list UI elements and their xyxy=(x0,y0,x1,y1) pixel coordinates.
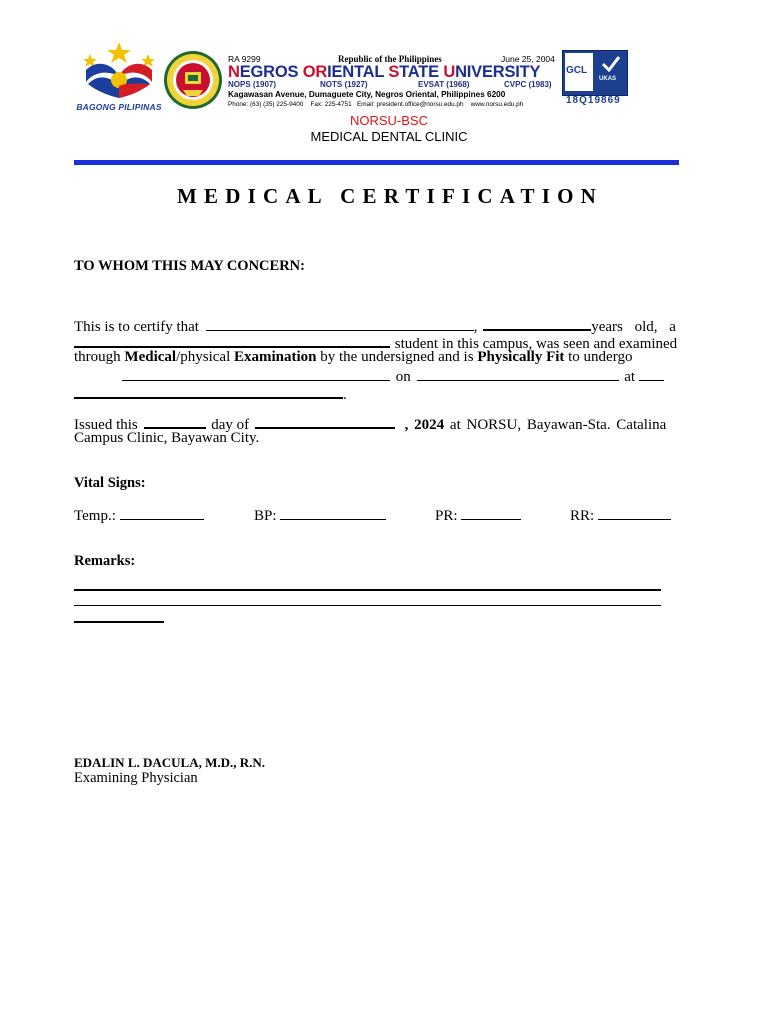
issued-year: 2024 xyxy=(414,417,445,433)
rr-label: RR: xyxy=(570,508,595,524)
contact-line xyxy=(228,101,523,108)
checkmark-icon xyxy=(601,55,621,73)
remarks-heading: Remarks: xyxy=(74,553,136,569)
activity-date-field[interactable] xyxy=(417,366,619,381)
gcl-logo-text: GCL xyxy=(566,65,588,76)
para1-to-undergo: to undergo xyxy=(568,349,633,365)
certification-paragraph xyxy=(74,315,707,403)
univ-w2-cap: OR xyxy=(302,63,328,81)
salutation: TO WHOM THIS MAY CONCERN: xyxy=(74,258,305,274)
university-name xyxy=(228,62,540,82)
remarks-line-3[interactable] xyxy=(74,621,164,623)
patient-name-field[interactable] xyxy=(206,316,474,331)
univ-w1-cap: N xyxy=(228,63,240,81)
republic-label: Republic of the Philippines xyxy=(338,54,442,64)
pr-field[interactable] xyxy=(461,505,521,520)
activity-field[interactable] xyxy=(122,366,390,381)
para1-medical: Medical xyxy=(124,349,177,365)
univ-w1-rest: EGROS xyxy=(239,63,303,81)
para1-years-old: years old, a xyxy=(591,319,676,335)
issued-day-field[interactable] xyxy=(144,413,206,429)
issued-clinic: Campus Clinic, Bayawan City. xyxy=(74,430,260,446)
bp-field[interactable] xyxy=(280,505,386,520)
univ-w2-rest: IENTAL xyxy=(327,63,389,81)
issued-month-field[interactable] xyxy=(255,413,395,429)
para1-line2 xyxy=(74,332,707,352)
phone-number: Phone: (63) (35) 225-9400 xyxy=(228,101,304,108)
document-title: MEDICAL CERTIFICATION xyxy=(176,184,604,208)
day-of-label: day of xyxy=(211,417,250,433)
physician-name: EDALIN L. DACULA, M.D., R.N. xyxy=(74,755,266,770)
univ-w3-rest: TATE xyxy=(399,63,444,81)
para1-text-a: This is to certify that xyxy=(74,319,199,335)
email-address: Email: president.office@norsu.edu.ph xyxy=(356,101,464,108)
pr-group xyxy=(435,505,521,525)
course-field[interactable] xyxy=(74,332,390,348)
para1-comma: , xyxy=(473,319,478,335)
remarks-line-1[interactable] xyxy=(74,589,661,591)
univ-w3-cap: S xyxy=(388,63,400,81)
issued-comma: , xyxy=(404,417,409,433)
para1-line4 xyxy=(74,366,707,383)
bagong-pilipinas-logo xyxy=(76,40,162,116)
temp-group xyxy=(74,505,204,525)
founding-date: June 25, 2004 xyxy=(501,54,555,64)
cvpc-label: CVPC (1983) xyxy=(504,80,552,89)
age-field[interactable] xyxy=(483,315,591,331)
nops-label: NOPS (1907) xyxy=(228,80,277,89)
para1-through: through xyxy=(74,349,121,365)
fax-number: Fax: 225-4751 xyxy=(310,101,352,108)
rr-group xyxy=(570,505,671,525)
vital-signs-heading: Vital Signs: xyxy=(74,475,146,491)
para1-physically-fit: Physically Fit xyxy=(477,349,565,365)
para1-text-d: student in this campus, was seen and examined xyxy=(394,336,678,352)
issued-this-label: Issued this xyxy=(74,417,138,433)
bagong-pilipinas-caption: BAGONG PILIPINAS xyxy=(76,102,162,112)
clinic-name: MEDICAL DENTAL CLINIC xyxy=(310,129,468,144)
para1-line5 xyxy=(74,383,707,403)
para2-line1 xyxy=(74,413,707,433)
remarks-line-2[interactable] xyxy=(74,605,661,606)
header-divider xyxy=(74,160,679,165)
bp-label: BP: xyxy=(254,508,277,524)
gcl-certification-badge xyxy=(562,50,628,96)
university-address: Kagawasan Avenue, Dumaguete City, Negros Oriental, Philippines 6200 xyxy=(228,90,506,99)
para1-period: . xyxy=(343,387,347,403)
para1-line3 xyxy=(74,349,707,366)
physician-role: Examining Physician xyxy=(74,770,198,786)
certificate-number: 18Q19869 xyxy=(566,95,621,106)
para1-physical: /physical xyxy=(176,349,231,365)
venue-field-start[interactable] xyxy=(639,366,664,381)
bp-group xyxy=(254,505,386,525)
nots-label: NOTS (1927) xyxy=(320,80,368,89)
pr-label: PR: xyxy=(435,508,458,524)
bagong-pilipinas-emblem-icon xyxy=(76,40,162,102)
norsu-seal xyxy=(163,50,223,110)
univ-w4-rest: NIVERSITY xyxy=(455,63,541,81)
temp-label: Temp.: xyxy=(74,508,116,524)
ra-number: RA 9299 xyxy=(228,54,261,64)
issued-paragraph xyxy=(74,413,707,447)
rr-field[interactable] xyxy=(598,505,671,520)
venue-field[interactable] xyxy=(74,383,343,399)
issued-location: at NORSU, Bayawan-Sta. Catalina xyxy=(449,417,667,433)
para1-on: on xyxy=(395,369,411,385)
ukas-text: UKAS xyxy=(599,76,617,82)
website[interactable]: www.norsu.edu.ph xyxy=(470,101,524,108)
para1-at: at xyxy=(624,369,636,385)
campus-name: NORSU-BSC xyxy=(349,113,428,128)
para1-undersigned: by the undersigned and is xyxy=(320,349,474,365)
norsu-seal-icon xyxy=(163,50,223,110)
univ-w4-cap: U xyxy=(443,63,456,81)
evsat-label: EVSAT (1968) xyxy=(418,80,470,89)
temp-field[interactable] xyxy=(120,505,204,520)
para1-examination: Examination xyxy=(233,349,317,365)
iso-text: ISO 9001 xyxy=(568,86,588,91)
para1-line1 xyxy=(74,315,707,335)
vital-signs-row xyxy=(74,505,694,525)
